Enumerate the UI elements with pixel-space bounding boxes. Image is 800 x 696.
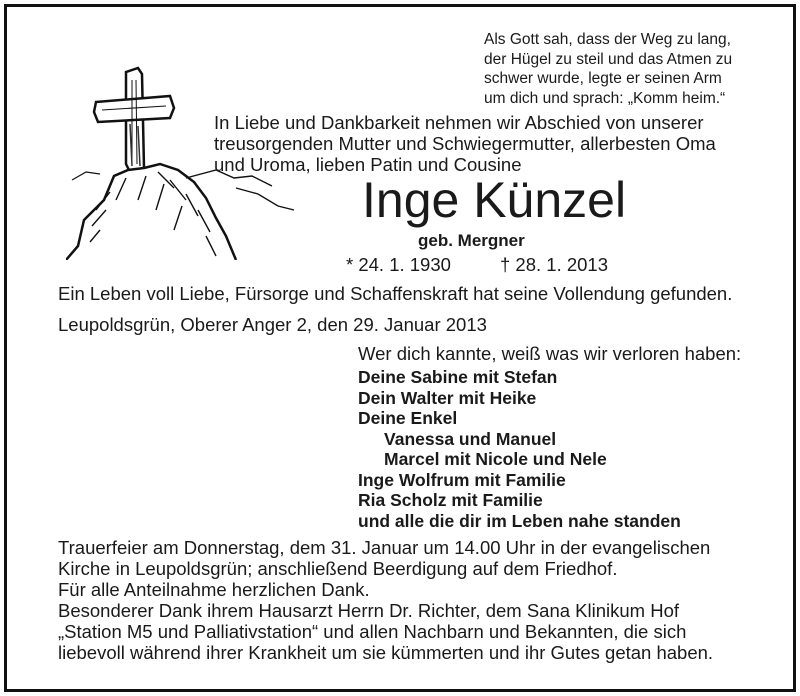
poem-line: der Hügel zu steil und das Atmen zu bbox=[484, 50, 733, 68]
intro-text bbox=[214, 112, 716, 175]
death-date: † 28. 1. 2013 bbox=[500, 254, 609, 275]
mourner-line: Deine Sabine mit Stefan bbox=[358, 367, 558, 387]
mourner-line: Inge Wolfrum mit Familie bbox=[358, 469, 566, 490]
funeral-line: Trauerfeier am Donnerstag, dem 31. Januar um 14.00 Uhr in der evangelischen bbox=[58, 537, 711, 558]
mourner-line: Marcel mit Nicole und Nele bbox=[384, 449, 607, 469]
quote-line: Wer dich kannte, weiß was wir verloren haben: bbox=[358, 343, 742, 364]
funeral-line: Kirche in Leupoldsgrün; anschließend Beerdigung auf dem Friedhof. bbox=[58, 558, 618, 579]
life-line: Ein Leben voll Liebe, Fürsorge und Schaffenskraft hat seine Vollendung gefunden. bbox=[58, 283, 733, 304]
birth-date: * 24. 1. 1930 bbox=[346, 254, 451, 275]
mourner-line: Dein Walter mit Heike bbox=[358, 387, 537, 408]
poem-line: um dich und sprach: „Komm heim.“ bbox=[484, 89, 726, 107]
deceased-name: Inge Künzel bbox=[362, 172, 627, 228]
closing-text bbox=[58, 537, 713, 663]
intro-line: In Liebe und Dankbarkeit nehmen wir Abschied von unserer bbox=[214, 112, 704, 133]
mourner-line: und alle die dir im Leben nahe standen bbox=[358, 510, 681, 531]
mourner-line: Ria Scholz mit Familie bbox=[358, 490, 543, 510]
special-thanks-line: liebevoll während ihrer Krankheit um sie kümmerten und ihr Gutes getan haben. bbox=[58, 642, 714, 663]
poem-line: schwer wurde, legte er seinen Arm bbox=[484, 70, 722, 87]
mourner-line: Deine Enkel bbox=[358, 408, 458, 428]
mourner-line: Vanessa und Manuel bbox=[384, 428, 557, 449]
special-thanks-line: Besonderer Dank ihrem Hausarzt Herrn Dr. Richter, dem Sana Klinikum Hof bbox=[58, 600, 680, 621]
maiden-name: geb. Mergner bbox=[418, 231, 525, 250]
intro-line: treusorgenden Mutter und Schwiegermutter, allerbesten Oma bbox=[214, 133, 716, 154]
poem-line: Als Gott sah, dass der Weg zu lang, bbox=[484, 31, 731, 48]
poem-block bbox=[484, 30, 732, 108]
place-date: Leupoldsgrün, Oberer Anger 2, den 29. Januar 2013 bbox=[58, 314, 487, 335]
mourners-list bbox=[358, 367, 681, 531]
intro-line: und Uroma, lieben Patin und Cousine bbox=[214, 154, 522, 175]
special-thanks-line: „Station M5 und Palliativstation“ und allen Nachbarn und Bekannten, die sich bbox=[58, 621, 687, 642]
thanks-line: Für alle Anteilnahme herzlichen Dank. bbox=[58, 579, 370, 600]
